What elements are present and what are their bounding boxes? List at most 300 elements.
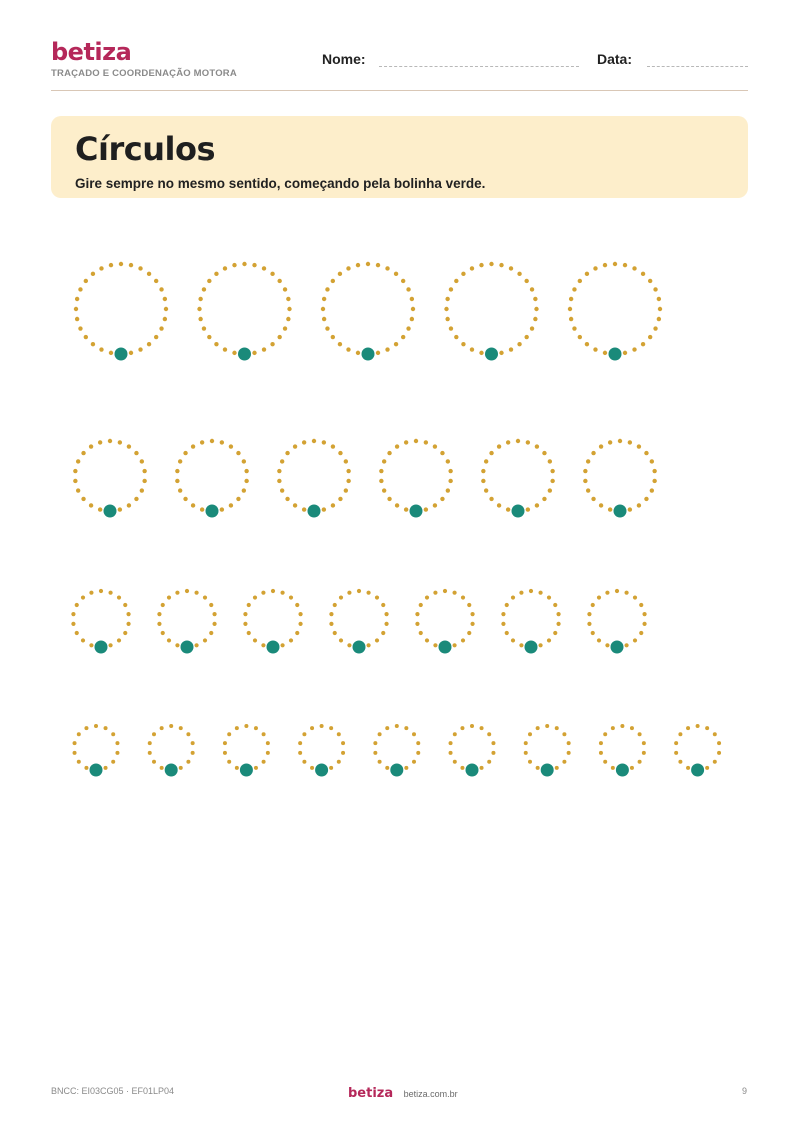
- guide-dot: [652, 479, 656, 483]
- guide-dot: [599, 741, 603, 745]
- guide-dot: [433, 643, 437, 647]
- guide-dot: [460, 766, 464, 770]
- guide-dot: [484, 488, 488, 492]
- guide-dot: [425, 595, 429, 599]
- guide-dot: [341, 741, 345, 745]
- guide-dot: [242, 488, 246, 492]
- guide-dot: [293, 444, 297, 448]
- guide-dot: [322, 440, 326, 444]
- guide-dot: [118, 507, 122, 511]
- guide-dot: [331, 444, 335, 448]
- guide-dot: [253, 595, 257, 599]
- guide-dot: [686, 726, 690, 730]
- guide-dot: [76, 459, 80, 463]
- guide-dot: [89, 503, 93, 507]
- guide-dot: [243, 622, 247, 626]
- guide-dot: [470, 622, 474, 626]
- guide-dot: [489, 451, 493, 455]
- guide-dot: [212, 612, 216, 616]
- guide-dot: [591, 451, 595, 455]
- guide-dot: [605, 643, 609, 647]
- guide-dot: [298, 622, 302, 626]
- guide-dot: [446, 488, 450, 492]
- tracing-circle: [415, 589, 474, 654]
- date-field[interactable]: [647, 66, 748, 67]
- guide-dot: [244, 479, 248, 483]
- guide-dot: [209, 631, 213, 635]
- guide-dot: [624, 591, 628, 595]
- start-dot: [466, 764, 479, 777]
- guide-dot: [509, 266, 513, 270]
- guide-dot: [597, 595, 601, 599]
- guide-dot: [378, 732, 382, 736]
- guide-dot: [611, 726, 615, 730]
- guide-dot: [285, 451, 289, 455]
- guide-dot: [295, 603, 299, 607]
- guide-dot: [111, 760, 115, 764]
- guide-dot: [84, 279, 88, 283]
- start-dot: [115, 348, 128, 361]
- guide-dot: [129, 263, 133, 267]
- guide-dot: [99, 266, 103, 270]
- guide-dot: [433, 503, 437, 507]
- guide-dot: [445, 317, 449, 321]
- guide-dot: [583, 469, 587, 473]
- guide-dot: [227, 732, 231, 736]
- guide-dot: [280, 643, 284, 647]
- guide-dot: [381, 631, 385, 635]
- guide-dot: [142, 469, 146, 473]
- guide-dot: [608, 440, 612, 444]
- guide-dot: [460, 726, 464, 730]
- guide-dot: [593, 347, 597, 351]
- guide-dot: [347, 591, 351, 595]
- guide-dot: [642, 622, 646, 626]
- guide-dot: [657, 317, 661, 321]
- guide-dot: [653, 287, 657, 291]
- guide-dot: [623, 263, 627, 267]
- guide-dot: [713, 732, 717, 736]
- guide-dot: [346, 469, 350, 473]
- guide-dot: [357, 589, 361, 593]
- guide-dot: [126, 622, 130, 626]
- guide-dot: [157, 622, 161, 626]
- guide-dot: [197, 307, 201, 311]
- guide-dot: [266, 741, 270, 745]
- guide-dot: [410, 317, 414, 321]
- guide-dot: [356, 351, 360, 355]
- guide-dot: [536, 726, 540, 730]
- guide-dot: [175, 643, 179, 647]
- guide-dot: [449, 751, 453, 755]
- guide-dot: [84, 335, 88, 339]
- guide-dot: [615, 589, 619, 593]
- guide-dot: [489, 262, 493, 266]
- guide-dot: [202, 326, 206, 330]
- guide-dot: [567, 741, 571, 745]
- guide-dot: [387, 451, 391, 455]
- guide-dot: [148, 741, 152, 745]
- guide-dot: [242, 262, 246, 266]
- guide-dot: [569, 297, 573, 301]
- guide-dot: [657, 297, 661, 301]
- guide-dot: [376, 263, 380, 267]
- guide-dot: [550, 469, 554, 473]
- guide-dot: [373, 741, 377, 745]
- guide-dot: [212, 622, 216, 626]
- guide-dot: [161, 603, 165, 607]
- guide-dot: [207, 335, 211, 339]
- guide-dot: [346, 347, 350, 351]
- guide-dot: [203, 638, 207, 642]
- guide-dot: [648, 335, 652, 339]
- start-dot: [181, 641, 194, 654]
- guide-dot: [603, 760, 607, 764]
- guide-dot: [366, 643, 370, 647]
- guide-dot: [425, 638, 429, 642]
- guide-dot: [548, 459, 552, 463]
- guide-dot: [624, 643, 628, 647]
- guide-dot: [412, 732, 416, 736]
- guide-dot: [524, 741, 528, 745]
- start-dot: [485, 348, 498, 361]
- guide-dot: [78, 326, 82, 330]
- page-title: Círculos: [75, 130, 215, 168]
- guide-dot: [555, 726, 559, 730]
- guide-dot: [191, 503, 195, 507]
- guide-dot: [572, 287, 576, 291]
- guide-dot: [91, 272, 95, 276]
- tracing-circle: [157, 589, 216, 654]
- start-dot: [611, 641, 624, 654]
- tracing-circle: [73, 724, 120, 777]
- guide-dot: [75, 631, 79, 635]
- guide-dot: [591, 603, 595, 607]
- guide-dot: [98, 440, 102, 444]
- guide-dot: [161, 631, 165, 635]
- guide-dot: [227, 760, 231, 764]
- guide-dot: [452, 591, 456, 595]
- guide-dot: [415, 622, 419, 626]
- guide-dot: [395, 444, 399, 448]
- guide-dot: [202, 287, 206, 291]
- guide-dot: [623, 351, 627, 355]
- guide-dot: [481, 469, 485, 473]
- guide-dot: [497, 444, 501, 448]
- guide-dot: [578, 335, 582, 339]
- guide-dot: [329, 766, 333, 770]
- guide-dot: [261, 643, 265, 647]
- guide-dot: [160, 766, 164, 770]
- guide-dot: [209, 603, 213, 607]
- guide-dot: [346, 479, 350, 483]
- guide-dot: [73, 479, 77, 483]
- guide-dot: [529, 589, 533, 593]
- guide-dot: [163, 317, 167, 321]
- guide-dot: [385, 347, 389, 351]
- guide-dot: [119, 262, 123, 266]
- guide-dot: [578, 279, 582, 283]
- guide-dot: [366, 262, 370, 266]
- guide-dot: [262, 347, 266, 351]
- guide-dot: [633, 595, 637, 599]
- guide-dot: [650, 488, 654, 492]
- guide-dot: [109, 263, 113, 267]
- guide-dot: [123, 603, 127, 607]
- guide-dot: [287, 307, 291, 311]
- guide-dot: [517, 272, 521, 276]
- guide-dot: [194, 643, 198, 647]
- guide-dot: [481, 479, 485, 483]
- guide-dot: [454, 279, 458, 283]
- guide-dot: [325, 287, 329, 291]
- guide-dot: [207, 279, 211, 283]
- guide-dot: [713, 760, 717, 764]
- guide-dot: [641, 342, 645, 346]
- guide-dot: [461, 638, 465, 642]
- guide-dot: [593, 266, 597, 270]
- guide-dot: [526, 507, 530, 511]
- guide-dot: [140, 488, 144, 492]
- guide-dot: [223, 741, 227, 745]
- guide-dot: [232, 263, 236, 267]
- guide-dot: [252, 351, 256, 355]
- guide-dot: [295, 631, 299, 635]
- guide-dot: [338, 272, 342, 276]
- tracing-circle: [449, 724, 496, 777]
- guide-dot: [366, 591, 370, 595]
- guide-dot: [81, 595, 85, 599]
- guide-dot: [569, 317, 573, 321]
- guide-dot: [591, 631, 595, 635]
- guide-dot: [277, 469, 281, 473]
- guide-dot: [140, 459, 144, 463]
- guide-dot: [467, 603, 471, 607]
- guide-dot: [384, 622, 388, 626]
- guide-dot: [310, 766, 314, 770]
- guide-dot: [470, 266, 474, 270]
- guide-dot: [608, 507, 612, 511]
- guide-dot: [129, 351, 133, 355]
- guide-dot: [696, 724, 700, 728]
- guide-dot: [501, 622, 505, 626]
- guide-dot: [535, 503, 539, 507]
- guide-dot: [266, 751, 270, 755]
- guide-dot: [652, 469, 656, 473]
- guide-dot: [547, 638, 551, 642]
- tracing-circle: [71, 589, 130, 654]
- guide-dot: [338, 497, 342, 501]
- guide-dot: [533, 317, 537, 321]
- guide-dot: [298, 612, 302, 616]
- guide-dot: [285, 497, 289, 501]
- guide-dot: [254, 766, 258, 770]
- guide-dot: [322, 297, 326, 301]
- guide-dot: [270, 272, 274, 276]
- guide-dot: [528, 732, 532, 736]
- guide-dot: [491, 751, 495, 755]
- guide-dot: [632, 266, 636, 270]
- guide-dot: [214, 272, 218, 276]
- guide-dot: [548, 488, 552, 492]
- guide-dot: [382, 459, 386, 463]
- guide-dot: [384, 612, 388, 616]
- instruction-text: Gire sempre no mesmo sentido, começando pela bolinha verde.: [75, 176, 486, 191]
- guide-dot: [491, 741, 495, 745]
- start-dot: [104, 505, 117, 518]
- guide-dot: [138, 266, 142, 270]
- guide-dot: [630, 766, 634, 770]
- guide-dot: [373, 751, 377, 755]
- guide-dot: [530, 326, 534, 330]
- guide-dot: [220, 507, 224, 511]
- tracing-circle: [501, 589, 560, 654]
- guide-dot: [524, 335, 528, 339]
- guide-dot: [235, 766, 239, 770]
- guide-dot: [445, 297, 449, 301]
- tracing-circle: [674, 724, 721, 777]
- guide-dot: [223, 266, 227, 270]
- guide-dot: [449, 741, 453, 745]
- guide-dot: [550, 479, 554, 483]
- guide-dot: [104, 726, 108, 730]
- guide-dot: [126, 612, 130, 616]
- guide-dot: [638, 732, 642, 736]
- guide-dot: [175, 591, 179, 595]
- guide-dot: [630, 726, 634, 730]
- guide-dot: [160, 726, 164, 730]
- guide-dot: [632, 347, 636, 351]
- guide-dot: [200, 507, 204, 511]
- guide-dot: [344, 459, 348, 463]
- guide-dot: [157, 612, 161, 616]
- guide-dot: [618, 439, 622, 443]
- guide-dot: [620, 724, 624, 728]
- guide-dot: [572, 326, 576, 330]
- guide-dot: [506, 507, 510, 511]
- guide-dot: [499, 263, 503, 267]
- guide-dot: [148, 751, 152, 755]
- guide-dot: [480, 766, 484, 770]
- guide-dot: [705, 726, 709, 730]
- guide-dot: [89, 643, 93, 647]
- guide-dot: [261, 591, 265, 595]
- guide-dot: [394, 342, 398, 346]
- guide-dot: [387, 497, 391, 501]
- guide-dot: [415, 612, 419, 616]
- guide-dot: [411, 307, 415, 311]
- guide-dot: [247, 631, 251, 635]
- guide-dot: [414, 439, 418, 443]
- guide-dot: [242, 459, 246, 463]
- guide-dot: [76, 488, 80, 492]
- guide-dot: [321, 307, 325, 311]
- guide-dot: [511, 638, 515, 642]
- guide-dot: [509, 347, 513, 351]
- guide-dot: [127, 444, 131, 448]
- guide-dot: [73, 469, 77, 473]
- start-dot: [410, 505, 423, 518]
- guide-dot: [220, 440, 224, 444]
- guide-dot: [108, 643, 112, 647]
- guide-dot: [433, 444, 437, 448]
- guide-dot: [562, 732, 566, 736]
- guide-dot: [638, 760, 642, 764]
- guide-dot: [115, 741, 119, 745]
- guide-dot: [109, 351, 113, 355]
- guide-dot: [302, 732, 306, 736]
- guide-dot: [517, 342, 521, 346]
- footer-url[interactable]: betiza.com.br: [403, 1089, 458, 1099]
- guide-dot: [489, 497, 493, 501]
- guide-dot: [505, 631, 509, 635]
- guide-dot: [108, 439, 112, 443]
- guide-dot: [404, 507, 408, 511]
- tracing-circle: [243, 589, 302, 654]
- guide-dot: [200, 440, 204, 444]
- guide-dot: [674, 751, 678, 755]
- guide-dot: [164, 307, 168, 311]
- guide-dot: [81, 497, 85, 501]
- tracing-circle: [73, 439, 147, 518]
- guide-dot: [331, 503, 335, 507]
- guide-dot: [277, 335, 281, 339]
- guide-dot: [583, 479, 587, 483]
- guide-dot: [229, 444, 233, 448]
- guide-dot: [94, 724, 98, 728]
- guide-dot: [98, 507, 102, 511]
- guide-dot: [283, 326, 287, 330]
- guide-dot: [254, 726, 258, 730]
- footer-brand-block: [348, 1084, 458, 1102]
- guide-dot: [108, 591, 112, 595]
- guide-dot: [611, 766, 615, 770]
- guide-dot: [289, 638, 293, 642]
- guide-dot: [401, 279, 405, 283]
- guide-dot: [524, 279, 528, 283]
- guide-dot: [302, 760, 306, 764]
- guide-dot: [286, 317, 290, 321]
- name-field[interactable]: [379, 66, 579, 67]
- guide-dot: [395, 724, 399, 728]
- guide-dot: [591, 497, 595, 501]
- guide-dot: [142, 479, 146, 483]
- guide-dot: [479, 263, 483, 267]
- start-dot: [512, 505, 525, 518]
- guide-dot: [717, 741, 721, 745]
- guide-dot: [117, 638, 121, 642]
- guide-dot: [633, 638, 637, 642]
- guide-dot: [147, 272, 151, 276]
- guide-dot: [605, 591, 609, 595]
- guide-dot: [77, 760, 81, 764]
- guide-dot: [325, 326, 329, 330]
- guide-dot: [262, 760, 266, 764]
- guide-dot: [470, 724, 474, 728]
- guide-dot: [99, 589, 103, 593]
- start-dot: [541, 764, 554, 777]
- guide-dot: [191, 444, 195, 448]
- start-dot: [616, 764, 629, 777]
- date-label: Data:: [597, 51, 633, 67]
- guide-dot: [653, 326, 657, 330]
- guide-dot: [341, 751, 345, 755]
- guide-dot: [419, 603, 423, 607]
- guide-dot: [223, 751, 227, 755]
- guide-dot: [159, 326, 163, 330]
- guide-dot: [642, 612, 646, 616]
- guide-dot: [191, 741, 195, 745]
